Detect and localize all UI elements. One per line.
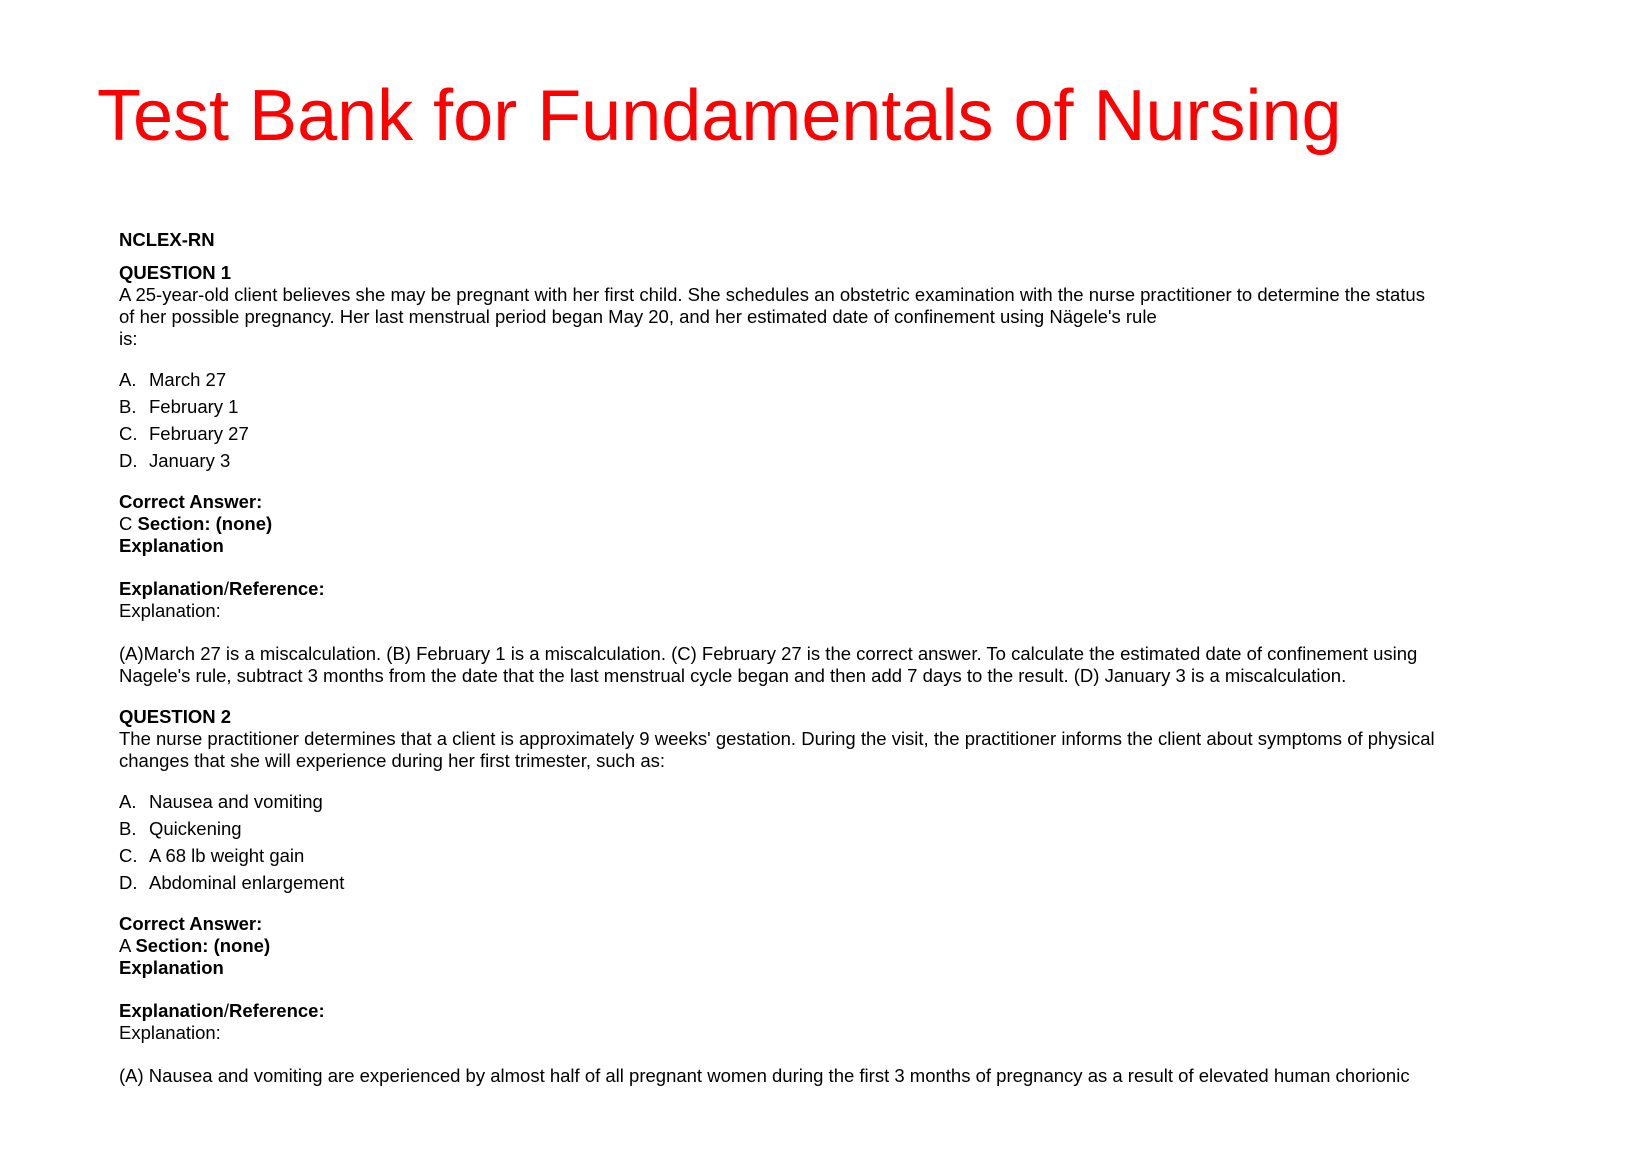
option-text: Nausea and vomiting (149, 791, 323, 812)
ref-label-slash: / (223, 578, 229, 599)
correct-answer-label: Correct Answer: (119, 913, 263, 934)
explanation-reference-label (119, 1000, 1519, 1022)
stem-line: A 25-year-old client believes she may be pregnant with her first child. She schedules an obstetric examination with the nurse practitioner to determine the status (119, 284, 1425, 305)
question-2 (119, 706, 1519, 1087)
ref-label-part: Reference: (229, 578, 325, 599)
answer-option (119, 447, 1519, 474)
answer-option (119, 788, 1519, 815)
question-stem (119, 284, 1519, 350)
explanation-line: Nagele's rule, subtract 3 months from the date that the last menstrual cycle began and then add 7 days to the result. (D) January 3 is a miscalculation. (119, 665, 1347, 686)
answer-option (119, 869, 1519, 896)
option-text: February 27 (149, 423, 249, 444)
option-text: Abdominal enlargement (149, 872, 345, 893)
explanation-label: Explanation (119, 957, 224, 978)
option-letter: D. (119, 450, 138, 471)
option-text: January 3 (149, 450, 231, 471)
explanation-intro: Explanation: (119, 600, 221, 621)
option-text: Quickening (149, 818, 242, 839)
option-letter: A. (119, 791, 137, 812)
question-heading: QUESTION 1 (119, 262, 232, 283)
answer-options (119, 788, 1519, 896)
answer-option (119, 815, 1519, 842)
option-text: A 68 lb weight gain (149, 845, 305, 866)
page-title: Test Bank for Fundamentals of Nursing (97, 76, 1342, 156)
stem-line: The nurse practitioner determines that a client is approximately 9 weeks' gestation. During the visit, the practitioner informs the client about symptoms of physical (119, 728, 1435, 749)
ref-label-part: Explanation (119, 578, 224, 599)
option-letter: B. (119, 396, 137, 417)
ref-label-part: Explanation (119, 1000, 224, 1021)
answer-option (119, 420, 1519, 447)
explanation-text (119, 1065, 1519, 1087)
answer-options (119, 366, 1519, 474)
answer-value: A (119, 935, 131, 956)
explanation-line: (A)March 27 is a miscalculation. (B) February 1 is a miscalculation. (C) February 27 is the correct answer. To calculate the estimated date of confinement using (119, 643, 1418, 664)
option-letter: A. (119, 369, 137, 390)
option-letter: B. (119, 818, 137, 839)
section-label: Section: (none) (137, 513, 273, 534)
document-body (119, 229, 1519, 1087)
stem-line: changes that she will experience during her first trimester, such as: (119, 750, 666, 771)
answer-line (119, 935, 1519, 957)
correct-answer-label: Correct Answer: (119, 491, 263, 512)
question-1 (119, 262, 1519, 687)
ref-label-slash: / (223, 1000, 229, 1021)
section-label: Section: (none) (135, 935, 271, 956)
answer-option (119, 366, 1519, 393)
explanation-text (119, 643, 1519, 687)
answer-line (119, 513, 1519, 535)
explanation-intro: Explanation: (119, 1022, 221, 1043)
explanation-reference-label (119, 578, 1519, 600)
explanation-label: Explanation (119, 535, 224, 556)
answer-option (119, 393, 1519, 420)
option-text: February 1 (149, 396, 239, 417)
option-letter: D. (119, 872, 138, 893)
answer-value: C (119, 513, 133, 534)
explanation-line: (A) Nausea and vomiting are experienced by almost half of all pregnant women during the first 3 months of pregnancy as a result of elevated human chorionic (119, 1065, 1410, 1086)
question-heading: QUESTION 2 (119, 706, 232, 727)
question-stem (119, 728, 1519, 772)
answer-option (119, 842, 1519, 869)
option-text: March 27 (149, 369, 227, 390)
stem-line: of her possible pregnancy. Her last menstrual period began May 20, and her estimated date of confinement using Nägele's rule (119, 306, 1157, 327)
option-letter: C. (119, 423, 138, 444)
option-letter: C. (119, 845, 138, 866)
ref-label-part: Reference: (229, 1000, 325, 1021)
stem-line: is: (119, 328, 138, 349)
exam-label: NCLEX-RN (119, 229, 215, 250)
